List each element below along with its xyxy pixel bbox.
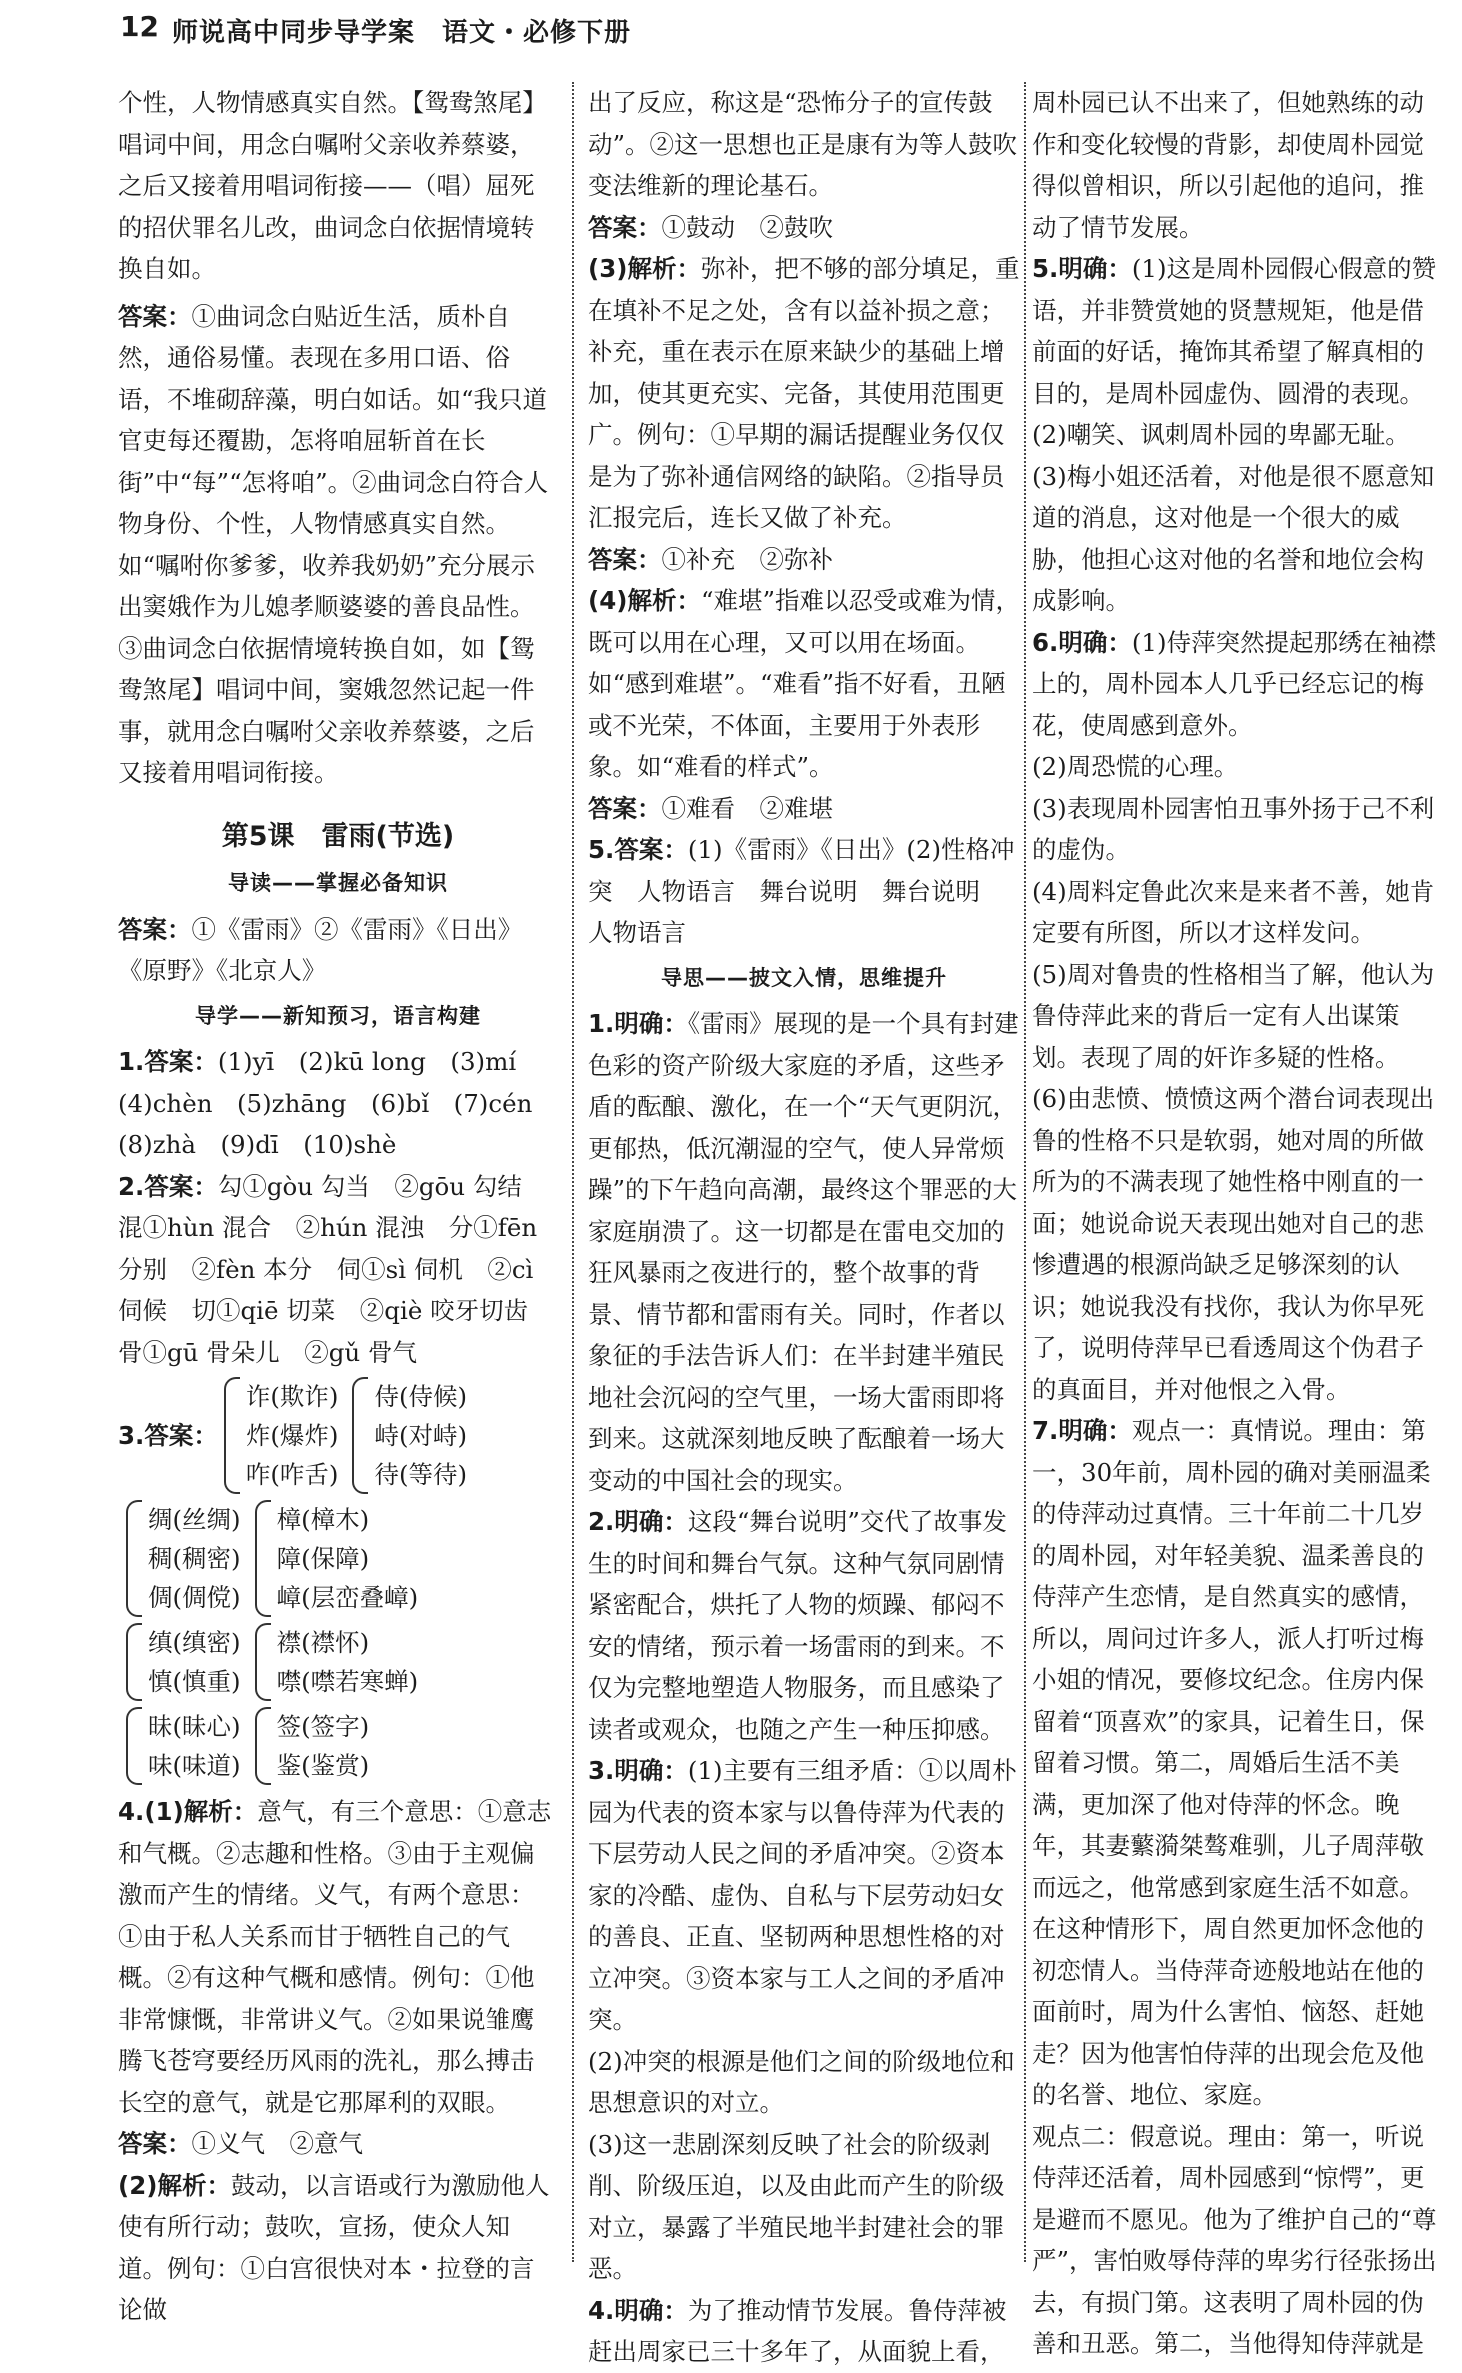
daodu-answer [118,909,558,992]
answer-a [588,207,1020,249]
q4-1-answer [118,2123,558,2165]
m2-text: 这段“舞台说明”交代了故事发生的时间和舞台气氛。这种气氛同剧情紧密配合，烘托了人物的烦躁、郁闷不安的情绪，预示着一场雷雨的到来。不仅为完整地塑造人物服务，而且感染了读者或观众，也随之产生一种压抑感。 [588,1507,1007,1744]
mingque-3 [588,1750,1020,2041]
answer-b-text: ①补充 ②弥补 [661,544,833,574]
char-item: 慎(慎重) [148,1667,241,1696]
m7-text: 观点一：真情说。理由：第一，30年前，周朴园的确对美丽温柔的侍萍动过真情。三十年前二十几岁的周朴园，对年轻美貌、温柔善良的侍萍产生恋情，是自然真实的感情，所以，周问过许多人，派人打听过梅小姐的情况，要修坟纪念。住房内保留着“顶喜欢”的家具，记着生日，保留着习惯。第二，周婚后生活不美满，更加深了他对侍萍的怀念。晚年，其妻蘩漪桀骜难驯，儿子周萍敬而远之，他常感到家庭生活不如意。在这种情形下，周自然更加怀念他的初恋情人。当侍萍奇迹般地站在他的面前时，周为什么害怕、恼怒、赶她走？因为他害怕侍萍的出现会危及他的名誉、地位、家庭。 [1032,1416,1431,2109]
char-item: 昧(昧心) [148,1712,241,1741]
answer-b [588,539,1020,581]
char-item: 障(保障) [276,1544,370,1573]
m2-label: 2.明确： [588,1507,688,1536]
brace-row-2 [118,1623,558,1701]
char-item: 炸(爆炸) [245,1421,339,1450]
char-item: 签(签字) [276,1712,370,1741]
brace-group-g [126,1707,241,1785]
question-1 [118,1041,558,1166]
char-item: 味(味道) [148,1751,241,1780]
answer-text: ①曲词念白贴近生活，质朴自然，通俗易懂。表现在多用口语、俗语，不堆砌辞藻，明白如话。如“我只道官吏每还覆勘，怎将咱屈斩首在长街”中“每”“怎将咱”。②曲词念白符合人物身份、个性，人物情感真实自然。如“嘱咐你爹爹，收养我奶奶”充分展示出窦娥作为儿媳孝顺婆婆的善良品性。③曲词念白依据情境转换自如，如【鸳鸯煞尾】唱词中间，窦娥忽然记起一件事，就用念白嘱咐父亲收养蔡婆，之后又接着用唱词衔接。 [118,301,549,787]
q1-label: 1.答案： [118,1047,218,1076]
m6-text: (1)侍萍突然提起那绣在袖襟上的，周朴园本人几乎已经忘记的梅花，使周感到意外。 [1032,627,1437,740]
char-item: 缜(缜密) [148,1628,241,1657]
page-header [0,0,1462,64]
brace-group-a [224,1377,339,1494]
section-daodu-title: 导读——掌握必备知识 [228,871,448,895]
char-item: 咋(咋舌) [245,1460,339,1489]
q4-2-label: (2)解析： [118,2170,231,2200]
question-3 [118,1377,558,1494]
q2-label: 2.答案： [118,1171,218,1201]
mingque-7-view-2: 观点二：假意说。理由：第一，听说侍萍还活着，周朴园感到“惊愕”，更是避而不愿见。他为了维护自己的“尊严”，害怕败辱侍萍的卑劣行径张扬出去，有损门第。这表明了周朴园的伪善和丑恶。第二，当他得知侍萍就是 [1032,2121,1437,2358]
char-item: 侍(侍候) [374,1382,468,1411]
m1-label: 1.明确： [588,1009,688,1038]
answer-label: 答案： [118,914,192,944]
char-item: 鉴(鉴赏) [276,1751,370,1780]
mingque-6-2: (2)周恐慌的心理。 [1032,752,1239,781]
mingque-6-5: (5)周对鲁贵的性格相当了解，他认为鲁侍萍此来的背后一定有人出谋策划。表现了周的奸诈多疑的性格。 [1032,959,1435,1072]
m5-label: 5.明确： [1032,254,1132,283]
q3-label: 3.答案： [118,1420,218,1450]
answer-paragraph [118,296,558,794]
q1-text: (1)yī (2)kū long (3)mí (4)chèn (5)zhāng (6)bǐ (7)cén (8)zhà (9)dī (10)shè [118,1047,557,1159]
char-item: 樟(樟木) [276,1505,370,1534]
char-item: 诈(欺诈) [245,1382,339,1411]
q4-3-label: (3)解析： [588,254,701,283]
q4-3-text: 弥补，把不够的部分填足，重在填补不足之处，含有以益补损之意；补充，重在表示在原来缺少的基础上增加，使其更充实、完备，其使用范围更广。例句：①早期的漏话提醒业务仅仅是为了弥补通信网络的缺陷。②指导员汇报完后，连长又做了补充。 [588,254,1020,532]
brace-row-3 [118,1707,558,1785]
brace-group-b [352,1377,467,1494]
intro-line: 唱词中间，用念白嘱咐父亲收养蔡婆， [118,129,535,159]
column-2 [588,82,1021,2366]
section-daosi-title: 导思——披文入情，思维提升 [661,965,947,990]
section-daoxue-title: 导学——新知预习，语言构建 [195,1003,481,1028]
answer-label: 答案： [118,2129,192,2158]
m1-text: 《雷雨》展现的是一个具有封建色彩的资产阶级大家庭的矛盾，这些矛盾的酝酿、激化，在一个“天气更阴沉，更郁热，低沉潮湿的空气，使人异常烦躁”的下午趋向高潮，最终这个罪恶的大家庭崩溃了。这一切都是在雷电交加的狂风暴雨之夜进行的，整个故事的背景、情节都和雷雨有关。同时，作者以象征的手法告诉人们：在半封建半殖民地社会沉闷的空气里，一场大雷雨即将到来。这就深刻地反映了酝酿着一场大变动的中国社会的现实。 [588,1009,1019,1495]
mingque-7 [1032,1410,1442,2116]
char-item: 绸(丝绸) [148,1505,241,1534]
intro-line: 换自如。 [118,254,216,283]
q4-1-label: 4.(1)解析： [118,1797,258,1826]
q4-4-text: “难堪”指难以忍受或难为情，既可以用在心理，又可以用在场面。如“感到难堪”。“难看”指不好看，丑陋或不光荣，不体面，主要用于外表形象。如“难看的样式”。 [588,586,1021,781]
q5-text: (1)《雷雨》《日出》(2)性格冲突 人物语言 舞台说明 舞台说明 人物语言 [588,835,1015,947]
char-item: 嶂(层峦叠嶂) [276,1583,419,1612]
lesson-title: 第5课 雷雨(节选) [221,820,455,852]
mingque-3-3: (3)这一悲剧深刻反映了社会的阶级剥削、阶级压迫，以及由此而产生的阶级对立，暴露了半殖民地半封建社会的罪恶。 [588,2129,1005,2283]
question-4-1 [118,1791,558,2123]
brace-group-h [255,1707,370,1785]
q4-2-text: 鼓动，以言语或行为激励他人使有所行动；鼓吹，宣扬，使众人知道。例句：①白宫很快对本・拉登的言论做 [118,2170,550,2324]
char-item: 噤(噤若寒蝉) [276,1667,419,1696]
intro-block [118,82,558,290]
mingque-5-3: (3)梅小姐还活着，对他是很不愿意知道的消息，这对他是一个很大的威胁，他担心这对他的名誉和地位会构成影响。 [1032,461,1435,615]
m4-label: 4.明确： [588,2295,688,2325]
answer-c-text: ①难看 ②难堪 [661,793,833,823]
answer-label: 答案： [588,212,662,242]
brace-group-c [126,1500,241,1617]
m5-text: (1)这是周朴园假心假意的赞语，并非赞赏她的贤慧规矩，他是借前面的好话，掩饰其希望了解真相的目的，是周朴园虚伪、圆滑的表现。 [1032,254,1437,408]
m3-text: (1)主要有三组矛盾：①以周朴园为代表的资本家与以鲁侍萍为代表的下层劳动人民之间的矛盾冲突。②资本家的冷酷、虚伪、自私与下层劳动妇女的善良、正直、坚韧两种思想性格的对立冲突。③资本家与工人之间的矛盾冲突。 [588,1756,1017,2034]
brace-group-d [255,1500,419,1617]
question-4-3 [588,248,1020,539]
daodu-answer-text: ①《雷雨》②《雷雨》《日出》《原野》《北京人》 [118,914,523,985]
intro-line: 个性，人物情感真实自然。【鸳鸯煞尾】 [118,88,547,117]
mingque-5-2: (2)嘲笑、讽刺周朴园的卑鄙无耻。 [1032,420,1410,449]
mingque-1 [588,1003,1020,1501]
intro-line: 的招伏罪名儿改，曲词念白依据情境转 [118,212,535,242]
q4-1-text: 意气，有三个意思：①意志和气概。②志趣和性格。③由于主观偏激而产生的情绪。义气，有两个意思：①由于私人关系而甘于牺牲自己的气概。②有这种气概和感情。例句：①他非常慷慨，非常讲义气。②如果说雏鹰腾飞苍穹要经历风雨的洗礼，那么搏击长空的意气，就是它那犀利的双眼。 [118,1797,552,2117]
column-3 [1032,82,1442,2358]
m7-label: 7.明确： [1032,1416,1132,1445]
mingque-5 [1032,248,1442,414]
mingque-3-2: (2)冲突的根源是他们之间的阶级地位和思想意识的对立。 [588,2046,1015,2117]
brace-group-e [126,1623,241,1701]
char-item: 稠(稠密) [148,1544,241,1573]
mingque-2 [588,1501,1020,1750]
char-item: 待(等待) [374,1460,468,1489]
q4-4-label: (4)解析： [588,586,701,615]
m4-text: 为了推动情节发展。鲁侍萍被赶出周家已三十多年了，从面貌上看， [588,2295,1007,2366]
answer-c [588,788,1020,830]
page-number: 12 [120,10,159,43]
answer-label: 答案： [588,544,662,574]
mingque-6-3: (3)表现周朴园害怕丑事外扬于己不利的虚伪。 [1032,793,1435,864]
char-item: 襟(襟怀) [276,1628,370,1657]
char-item: 倜(倜傥) [148,1583,241,1612]
brace-group-f [255,1623,419,1701]
column-1 [118,82,558,2324]
m6-label: 6.明确： [1032,627,1132,657]
question-5 [588,829,1020,954]
question-4-4 [588,580,1020,788]
brace-row-1 [118,1500,558,1617]
answer-label: 答案： [588,793,662,823]
mingque-6-6: (6)由悲愤、愤愤这两个潜台词表现出鲁的性格不只是软弱，她对周的所做所为的不满表现了她性格中刚直的一面；她说命说天表现出她对自己的悲惨遭遇的根源尚缺乏足够深刻的认识；她说我没有找你，我认为你早死了，说明侍萍早已看透周这个伪君子的真面目，并对他恨之入骨。 [1032,1084,1435,1404]
continued-text: 出了反应，称这是“恐怖分子的宣传鼓动”。②这一思想也正是康有为等人鼓吹变法维新的理论基石。 [588,88,1018,200]
answer-a-text: ①鼓动 ②鼓吹 [661,212,833,242]
q2-text: 勾①gòu 勾当 ②gōu 勾结 混①hùn 混合 ②hún 混浊 分①fēn 分别 ②fèn 本分 伺①sì 伺机 ②cì 伺候 切①qiē 切菜 ②qiè 咬牙切齿 骨①gū 骨朵儿 ②gǔ 骨气 [118,1171,553,1367]
column-divider-2 [1024,82,1026,2262]
answer-label: 答案： [118,301,192,331]
column-divider-1 [572,82,574,2262]
mingque-6 [1032,622,1442,747]
continued-text: 周朴园已认不出来了，但她熟练的动作和变化较慢的背影，却使周朴园觉得似曾相识，所以引起他的追问，推动了情节发展。 [1032,88,1424,242]
q5-label: 5.答案： [588,835,688,864]
mingque-6-4: (4)周料定鲁此次来是来者不善，她肯定要有所图，所以才这样发问。 [1032,876,1435,947]
intro-line: 之后又接着用唱词衔接——（唱）屈死 [118,171,535,200]
char-item: 峙(对峙) [374,1421,468,1450]
book-title: 师说高中同步导学案 语文・必修下册 [172,18,632,48]
mingque-4 [588,2290,1020,2373]
question-2 [118,1166,558,1374]
q4-1-answer-text: ①义气 ②意气 [191,2129,363,2158]
question-4-2 [118,2165,558,2331]
m3-label: 3.明确： [588,1756,688,1785]
